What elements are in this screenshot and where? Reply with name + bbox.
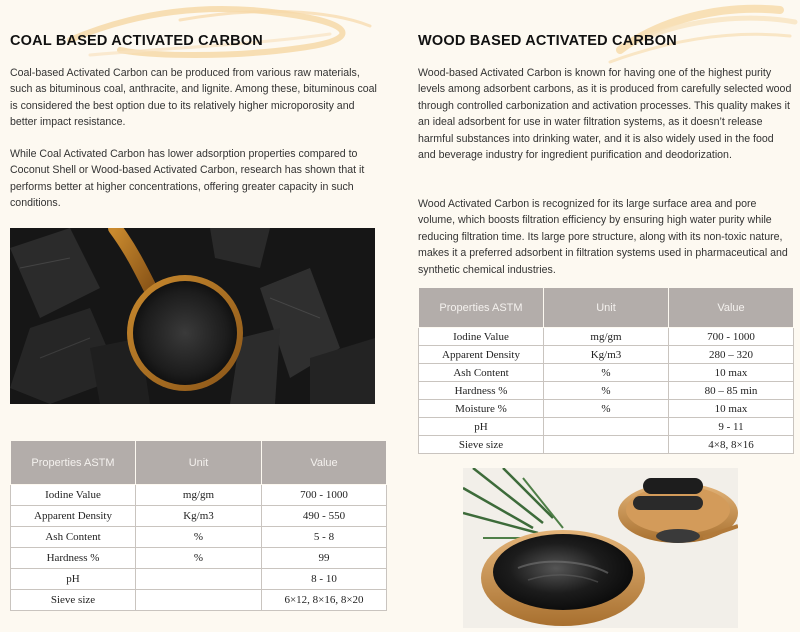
table-cell — [136, 569, 262, 590]
wood-paragraph-2: Wood Activated Carbon is recognized for its large surface area and pore volume, which boosts filtration efficiency by ensuring high water purity while reducing filtration time. Its large pore structure, along with its non-toxic nature, makes it a preferred adsorbent in filtration systems used in pharmaceutical and synthetic chemical industries. — [418, 198, 788, 276]
table-cell: 80 – 85 min — [669, 382, 794, 400]
table-cell: Moisture % — [419, 400, 544, 418]
table-row — [11, 527, 387, 548]
table-cell: 5 - 8 — [262, 527, 387, 548]
coal-table-header-properties: Properties ASTM — [11, 441, 136, 485]
table-cell: % — [136, 548, 262, 569]
table-cell: Ash Content — [11, 527, 136, 548]
table-cell: 700 - 1000 — [669, 328, 794, 346]
table-cell: % — [136, 527, 262, 548]
coal-paragraph-1: Coal-based Activated Carbon can be produced from various raw materials, such as bituminous coal, anthracite, and lignite. Among these, bituminous coal is considered the best option due to its relatively higher microporosity and better impact resistance. — [10, 67, 377, 129]
table-row — [419, 382, 794, 400]
table-cell: 280 – 320 — [669, 346, 794, 364]
wood-properties-table — [418, 287, 794, 454]
table-row — [11, 548, 387, 569]
wood-table-header-properties: Properties ASTM — [419, 288, 544, 328]
coal-heading: COAL BASED ACTIVATED CARBON — [10, 33, 263, 49]
coal-paragraph-2: While Coal Activated Carbon has lower adsorption properties compared to Coconut Shell or Wood-based Activated Carbon, research has shown that it performs better at higher concentrations, offering greater capacity in such conditions. — [10, 148, 365, 210]
table-cell: % — [544, 400, 669, 418]
wood-table-header-unit: Unit — [544, 288, 669, 328]
table-cell: mg/gm — [136, 485, 262, 506]
table-cell: Apparent Density — [419, 346, 544, 364]
table-row — [11, 485, 387, 506]
table-cell: Kg/m3 — [136, 506, 262, 527]
table-cell: Ash Content — [419, 364, 544, 382]
wood-bowls-photo — [463, 468, 738, 628]
table-cell: 490 - 550 — [262, 506, 387, 527]
table-cell: Hardness % — [419, 382, 544, 400]
table-cell: % — [544, 382, 669, 400]
table-cell: Sieve size — [11, 590, 136, 611]
table-cell: % — [544, 364, 669, 382]
table-cell — [544, 436, 669, 454]
table-cell: 8 - 10 — [262, 569, 387, 590]
table-cell: pH — [419, 418, 544, 436]
table-cell — [136, 590, 262, 611]
table-cell: Iodine Value — [419, 328, 544, 346]
table-row — [419, 436, 794, 454]
table-cell: Hardness % — [11, 548, 136, 569]
table-row — [419, 364, 794, 382]
table-cell: 99 — [262, 548, 387, 569]
table-cell: 10 max — [669, 400, 794, 418]
table-cell: 10 max — [669, 364, 794, 382]
coal-table-header-value: Value — [262, 441, 387, 485]
table-cell: 9 - 11 — [669, 418, 794, 436]
table-cell: 6×12, 8×16, 8×20 — [262, 590, 387, 611]
table-cell: Sieve size — [419, 436, 544, 454]
table-cell: 4×8, 8×16 — [669, 436, 794, 454]
table-cell: 700 - 1000 — [262, 485, 387, 506]
coal-properties-table — [10, 440, 387, 611]
table-cell: mg/gm — [544, 328, 669, 346]
table-row — [419, 346, 794, 364]
table-cell: pH — [11, 569, 136, 590]
table-row — [11, 590, 387, 611]
coal-table-header-unit: Unit — [136, 441, 262, 485]
coal-spoon-photo — [10, 228, 375, 404]
table-cell: Apparent Density — [11, 506, 136, 527]
table-row — [11, 569, 387, 590]
table-row — [11, 506, 387, 527]
table-row — [419, 418, 794, 436]
wood-paragraph-1: Wood-based Activated Carbon is known for having one of the highest purity levels among adsorbent carbons, as it is produced from carefully selected wood through controlled carbonization and activation processes. This quality makes it an ideal adsorbent for use in water filtration systems, as it doesn’t release harmful substances into drinking water, and it is also widely used in the food and beverage industry for ingredient purification and deodorization. — [418, 67, 792, 162]
wood-table-header-value: Value — [669, 288, 794, 328]
table-row — [419, 328, 794, 346]
wood-heading: WOOD BASED ACTIVATED CARBON — [418, 33, 677, 49]
table-row — [419, 400, 794, 418]
table-cell — [544, 418, 669, 436]
table-cell: Iodine Value — [11, 485, 136, 506]
table-cell: Kg/m3 — [544, 346, 669, 364]
